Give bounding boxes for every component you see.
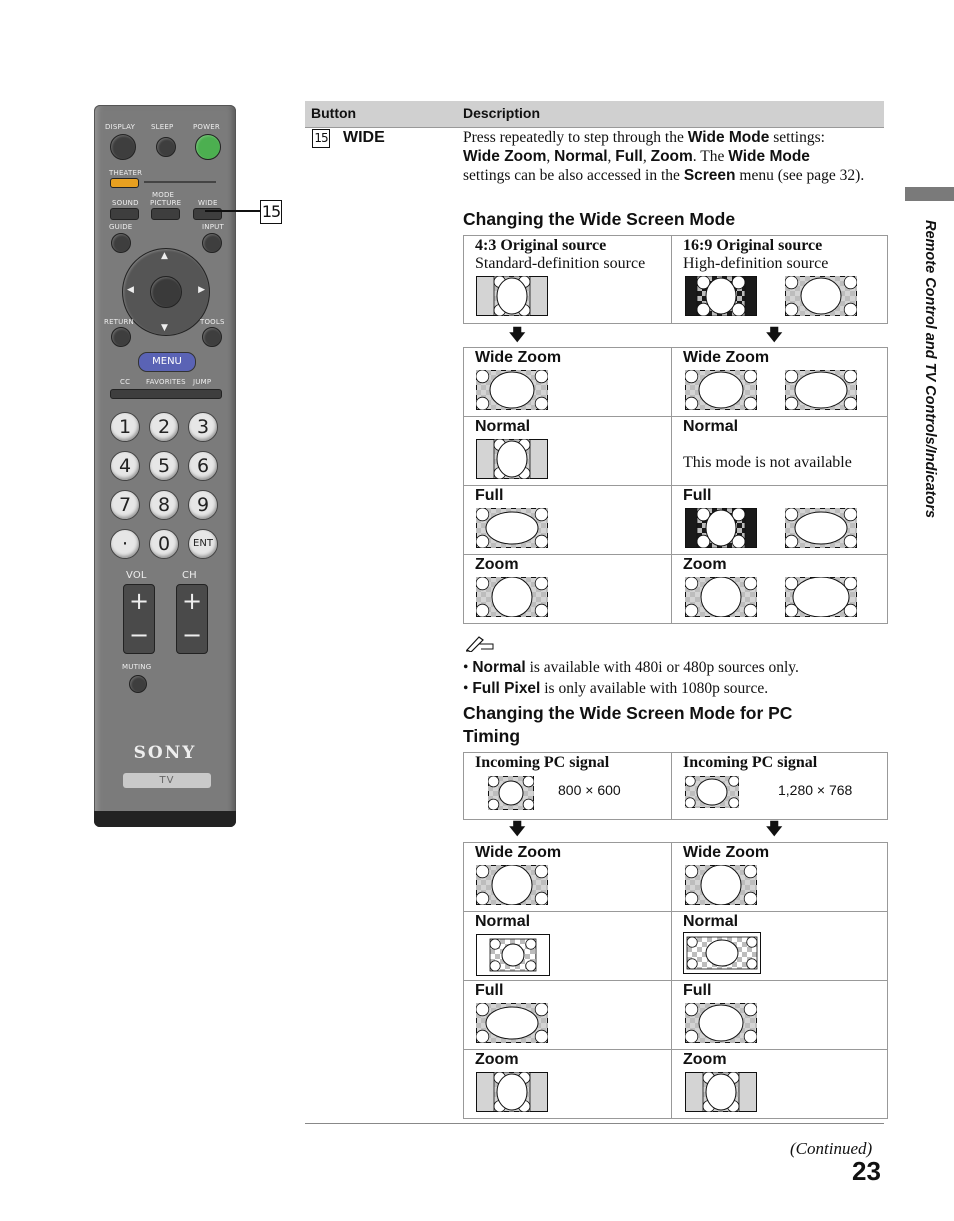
mode-label: Wide Zoom bbox=[683, 349, 770, 366]
table-row bbox=[464, 554, 887, 623]
screen-diagram bbox=[476, 1072, 548, 1112]
down-arrow-icon: 🡇 bbox=[766, 819, 783, 838]
desc-bold: Wide Mode bbox=[687, 129, 770, 146]
return-button bbox=[111, 327, 131, 347]
divider bbox=[144, 181, 216, 183]
desc-text: settings: bbox=[769, 129, 825, 146]
key-0: 0 bbox=[149, 529, 179, 559]
down-arrow-icon: 🡇 bbox=[509, 325, 526, 344]
mode-cell bbox=[672, 417, 887, 485]
left-arrow-icon: ◀ bbox=[127, 285, 134, 295]
tools-label: TOOLS bbox=[200, 318, 225, 326]
mode-cell bbox=[672, 348, 887, 416]
notes-list bbox=[463, 657, 799, 699]
input-button bbox=[202, 233, 222, 253]
mode-label: Normal bbox=[683, 418, 739, 435]
key-3: 3 bbox=[188, 412, 218, 442]
screen-diagram bbox=[785, 276, 857, 316]
desc-text: , bbox=[642, 148, 651, 165]
mode-label: Normal bbox=[475, 913, 531, 930]
display-label: DISPLAY bbox=[105, 123, 136, 131]
note-pencil-icon bbox=[465, 634, 495, 652]
mode-cell bbox=[464, 486, 672, 554]
desc-text: , bbox=[607, 148, 616, 165]
display-button bbox=[110, 134, 136, 160]
source-subtitle: Standard-definition source bbox=[475, 255, 646, 272]
screen-diagram bbox=[785, 508, 857, 548]
ch-plus-icon: + bbox=[181, 587, 203, 615]
wide-mode-table bbox=[463, 347, 888, 624]
screen-diagram bbox=[476, 934, 550, 976]
screen-diagram bbox=[476, 508, 548, 548]
mode-label: MODE bbox=[152, 191, 175, 199]
resolution-label: 1,280 × 768 bbox=[778, 782, 853, 798]
pc-mode-table bbox=[463, 842, 888, 1119]
mode-cell bbox=[464, 912, 672, 980]
resolution-label: 800 × 600 bbox=[558, 782, 621, 798]
key-4: 4 bbox=[110, 451, 140, 481]
guide-label: GUIDE bbox=[109, 223, 133, 231]
muting-button bbox=[129, 675, 147, 693]
dpad-ring bbox=[122, 248, 210, 336]
mode-cell bbox=[464, 981, 672, 1049]
screen-diagram bbox=[685, 577, 757, 617]
mode-unavailable-note: This mode is not available bbox=[683, 454, 852, 471]
mode-cell bbox=[672, 486, 887, 554]
channel-rocker bbox=[176, 584, 208, 654]
screen-diagram bbox=[476, 439, 548, 479]
table-row bbox=[464, 1049, 887, 1118]
section-title-wide-mode: Changing the Wide Screen Mode bbox=[463, 209, 736, 229]
key-dot: · bbox=[110, 529, 140, 559]
mode-cell bbox=[464, 417, 672, 485]
title-line: Timing bbox=[463, 726, 521, 746]
note-text: is only available with 1080p source. bbox=[540, 680, 769, 697]
screen-diagram bbox=[476, 370, 548, 410]
mode-cell bbox=[464, 843, 672, 911]
screen-diagram bbox=[685, 508, 757, 548]
screen-diagram bbox=[476, 1003, 548, 1043]
table-row bbox=[464, 416, 887, 485]
tools-button bbox=[202, 327, 222, 347]
jump-label: JUMP bbox=[193, 378, 212, 386]
muting-label: MUTING bbox=[122, 663, 152, 671]
screen-diagram bbox=[785, 577, 857, 617]
screen-diagram bbox=[685, 276, 757, 316]
cc-label: CC bbox=[120, 378, 131, 386]
mode-label: Wide Zoom bbox=[683, 844, 770, 861]
description-column-header: Description bbox=[463, 105, 541, 121]
down-arrow-icon: ▼ bbox=[161, 323, 168, 333]
sony-logo: SONY bbox=[133, 743, 197, 763]
sleep-button bbox=[156, 137, 176, 157]
table-row bbox=[464, 911, 887, 980]
source-cell-4-3 bbox=[464, 236, 672, 323]
side-tab-marker bbox=[905, 187, 954, 201]
table-row bbox=[464, 753, 887, 819]
dpad-center bbox=[150, 276, 182, 308]
key-2: 2 bbox=[149, 412, 179, 442]
screen-diagram bbox=[785, 370, 857, 410]
desc-bold: Zoom bbox=[650, 148, 693, 165]
screen-diagram bbox=[685, 865, 757, 905]
source-cell-16-9 bbox=[672, 236, 887, 323]
note-bold: Full Pixel bbox=[472, 680, 541, 697]
mode-cell bbox=[672, 981, 887, 1049]
callout-line bbox=[205, 210, 260, 212]
sound-button bbox=[110, 208, 139, 220]
remote-bottom-edge bbox=[94, 811, 236, 827]
pc-source-cell bbox=[464, 753, 672, 819]
description-text bbox=[463, 128, 873, 185]
source-table bbox=[463, 235, 888, 324]
screen-diagram bbox=[685, 1003, 757, 1043]
screen-diagram bbox=[488, 776, 534, 810]
bullet: • bbox=[463, 659, 469, 676]
vol-plus-icon: + bbox=[128, 587, 150, 615]
pc-source-table bbox=[463, 752, 888, 820]
mode-cell bbox=[464, 1050, 672, 1118]
mode-label: Full bbox=[475, 487, 504, 504]
desc-bold: Full bbox=[615, 148, 643, 165]
footer-rule bbox=[305, 1123, 884, 1124]
button-name: WIDE bbox=[343, 129, 385, 146]
picture-button bbox=[151, 208, 180, 220]
screen-diagram bbox=[476, 865, 548, 905]
ch-label: CH bbox=[182, 570, 197, 581]
desc-bold: Normal bbox=[554, 148, 608, 165]
table-row bbox=[464, 843, 887, 911]
screen-diagram bbox=[685, 776, 739, 808]
side-tab-text: Remote Control and TV Controls/Indicators bbox=[922, 220, 938, 519]
mode-label: Full bbox=[683, 982, 712, 999]
mode-label: Zoom bbox=[683, 1051, 727, 1068]
tv-label: TV bbox=[123, 773, 211, 788]
mode-cell bbox=[672, 555, 887, 623]
desc-bold: Wide Zoom bbox=[463, 148, 547, 165]
screen-diagram bbox=[476, 276, 548, 316]
volume-rocker bbox=[123, 584, 155, 654]
desc-bold: Wide Mode bbox=[728, 148, 810, 165]
key-7: 7 bbox=[110, 490, 140, 520]
source-title: Incoming PC signal bbox=[475, 754, 610, 771]
up-arrow-icon: ▲ bbox=[161, 251, 168, 261]
key-8: 8 bbox=[149, 490, 179, 520]
vol-minus-icon: − bbox=[128, 621, 150, 649]
key-9: 9 bbox=[188, 490, 218, 520]
mode-cell bbox=[464, 348, 672, 416]
table-row bbox=[464, 980, 887, 1049]
source-title: 16:9 Original source bbox=[683, 237, 823, 254]
desc-text: Press repeatedly to step through the bbox=[463, 129, 688, 146]
continued-label: (Continued) bbox=[790, 1139, 873, 1158]
key-5: 5 bbox=[149, 451, 179, 481]
input-label: INPUT bbox=[202, 223, 224, 231]
picture-label: PICTURE bbox=[150, 199, 182, 207]
cc-fav-jump-bar bbox=[110, 389, 222, 399]
mode-label: Normal bbox=[475, 418, 531, 435]
desc-text: . The bbox=[692, 148, 729, 165]
table-row bbox=[464, 236, 887, 323]
mode-label: Wide Zoom bbox=[475, 844, 562, 861]
sound-label: SOUND bbox=[112, 199, 139, 207]
mode-label: Wide Zoom bbox=[475, 349, 562, 366]
button-number: 15 bbox=[312, 129, 330, 148]
section-title-pc-timing bbox=[463, 702, 792, 748]
mode-label: Zoom bbox=[475, 1051, 519, 1068]
power-label: POWER bbox=[193, 123, 220, 131]
power-button bbox=[195, 134, 221, 160]
down-arrow-icon: 🡇 bbox=[509, 819, 526, 838]
theater-button bbox=[110, 178, 139, 188]
note-bold: Normal bbox=[472, 659, 526, 676]
right-arrow-icon: ▶ bbox=[198, 285, 205, 295]
mode-cell bbox=[464, 555, 672, 623]
menu-button: MENU bbox=[138, 352, 196, 372]
guide-button bbox=[111, 233, 131, 253]
key-ent: ENT bbox=[188, 529, 218, 559]
bullet: • bbox=[463, 680, 469, 697]
source-subtitle: High-definition source bbox=[683, 255, 829, 272]
return-label: RETURN bbox=[104, 318, 134, 326]
button-column-header: Button bbox=[311, 105, 357, 121]
note-item bbox=[463, 657, 799, 678]
favorites-label: FAVORITES bbox=[146, 378, 186, 386]
mode-cell bbox=[672, 1050, 887, 1118]
page-number: 23 bbox=[852, 1156, 881, 1186]
table-row bbox=[464, 348, 887, 416]
remote-control-illustration bbox=[94, 105, 236, 827]
desc-text: settings can be also accessed in the bbox=[463, 167, 684, 184]
screen-diagram bbox=[685, 370, 757, 410]
mode-label: Zoom bbox=[683, 556, 727, 573]
mode-label: Full bbox=[683, 487, 712, 504]
mode-cell bbox=[672, 843, 887, 911]
sleep-label: SLEEP bbox=[151, 123, 174, 131]
key-1: 1 bbox=[110, 412, 140, 442]
wide-label: WIDE bbox=[198, 199, 218, 207]
ch-minus-icon: − bbox=[181, 621, 203, 649]
mode-label: Normal bbox=[683, 913, 739, 930]
theater-label: THEATER bbox=[109, 169, 143, 177]
title-line: Changing the Wide Screen Mode for PC bbox=[463, 703, 793, 723]
mode-cell bbox=[672, 912, 887, 980]
mode-label: Zoom bbox=[475, 556, 519, 573]
mode-label: Full bbox=[475, 982, 504, 999]
desc-text: menu (see page 32). bbox=[735, 167, 865, 184]
table-header bbox=[305, 101, 884, 128]
desc-text: , bbox=[546, 148, 555, 165]
screen-diagram bbox=[476, 577, 548, 617]
key-6: 6 bbox=[188, 451, 218, 481]
desc-bold: Screen bbox=[683, 167, 736, 184]
vol-label: VOL bbox=[126, 570, 147, 581]
source-title: 4:3 Original source bbox=[475, 237, 607, 254]
note-text: is available with 480i or 480p sources only. bbox=[525, 659, 799, 676]
note-item bbox=[463, 678, 799, 699]
callout-number: 15 bbox=[260, 200, 282, 224]
screen-diagram bbox=[683, 932, 761, 974]
pc-source-cell bbox=[672, 753, 887, 819]
table-row bbox=[464, 485, 887, 554]
down-arrow-icon: 🡇 bbox=[766, 325, 783, 344]
screen-diagram bbox=[685, 1072, 757, 1112]
source-title: Incoming PC signal bbox=[683, 754, 818, 771]
